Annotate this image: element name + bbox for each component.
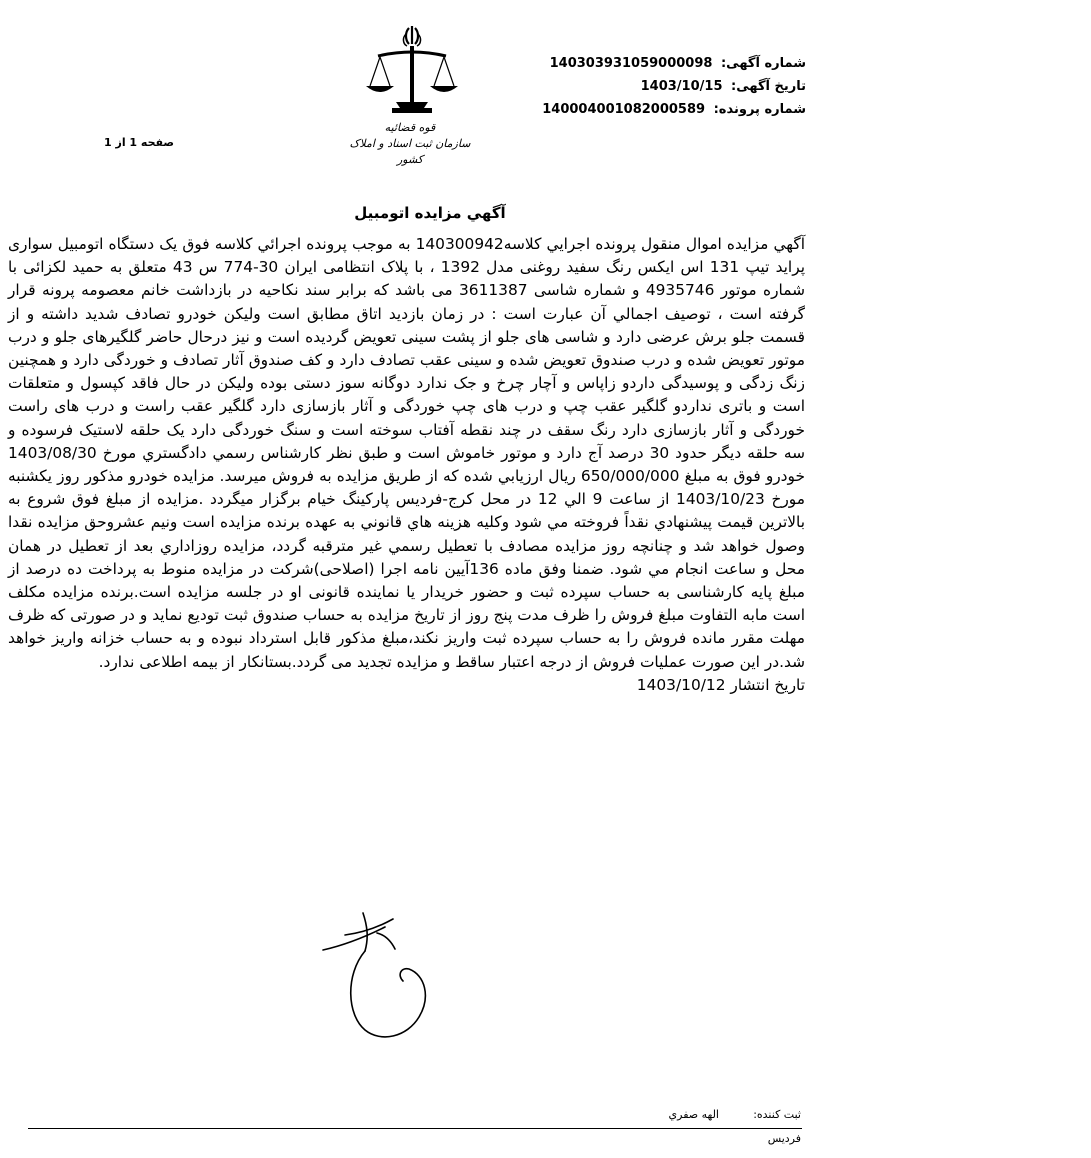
signature-icon [315, 905, 455, 1055]
footer-divider [28, 1128, 802, 1129]
publish-label: تاريخ انتشار [730, 675, 805, 694]
case-number: 140004001082000589 [542, 102, 706, 117]
notice-date-label: تاریخ آگهی: [731, 79, 806, 94]
page-indicator: صفحه 1 از 1 [104, 136, 175, 149]
notice-date: 1403/10/15 [640, 79, 723, 94]
notice-body [8, 233, 805, 697]
notice-date-row [542, 75, 806, 98]
page-title: آگهي مزايده اتومبيل [354, 204, 506, 222]
notice-paragraph: آگهي مزايده اموال منقول پرونده اجرايي كلاسه140300942 به موجب پرونده اجرائي كلاسه فوق يک دستگاه اتومبيل سواری پراید تیپ 131 اس ایکس رنگ سفید روغنی مدل 1392 ، با پلاک انتظامی ایران 30-774 س 43 متعلق به حمید لکزائی با شماره موتور 4935746 و شماره شاسی 3611387 می باشد که برابر سند نکاحیه در بازداشت خانم معصومه پرونه قرار گرفته است ، توصیف اجمالي آن عبارت است : در زمان بازدید اتاق مطابق است ولیکن خودرو تصادف شدید داشته و از قسمت جلو برش عرضی دارد و شاسی های جلو از پشت سینی تعویض گردیده است و نیز درحال حاضر گلگیرهای جلو و درب موتور تعویض شده و درب صندوق تعویض شده و سینی عقب تصادف دارد و کف صندوق آثار تصادف و خوردگی دارد و همچنین زنگ زدگی و پوسیدگی داردو زاپاس و آچار چرخ و جک ندارد دوگانه سوز دستی بوده ولیکن در حال فاقد کپسول و متعلقات است و باتری نداردو گلگیر عقب چپ و درب های چپ خوردگی و آثار بازسازی دارد گلگیر عقب راست و درب های راست خوردگی و آثار بازسازی دارد رنگ سقف در چند نقطه آفتاب سوخته است و سنگ خوردگی دارد یک حلقه لاستیک فرسوده و سه حلقه دیگر حدود 30 درصد آج دارد و موتور خاموش است و طبق نظر كارشناس رسمي دادگستري مورخ 1403/08/30 خودرو فوق به مبلغ 650/000/000 ريال ارزيابي شده كه از طريق مزايده به فروش ميرسد. مزایده خودرو مذکور روز یکشنبه مورخ 1403/10/23 از ساعت 9 الي 12 در محل کرج-فردیس پارکینگ خیام برگزار ميگردد .مزايده از مبلغ فوق شروع به بالاترين قيمت پيشنهادي نقداً فروخته مي شود وكليه هزينه هاي قانوني به عهده برنده مزايده است ونيم عشروحق مزايده نقدا وصول خواهد شد و چنانچه روز مزايده مصادف با تعطيل رسمي غير مترقبه گردد، مزايده روزاداري بعد از تعطيل در همان محل و ساعت انجام مي شود. ضمنا وفق ماده 136آيين نامه اجرا (اصلاحی)شرکت در مزایده منوط به پرداخت ده درصد از مبلغ پایه کارشناسی به حساب سپرده ثبت و حضور خریدار یا نماینده قانونی او در جلسه مزایده است.برنده مزایده مکلف است مابه التفاوت مبلغ فروش را ظرف مدت پنج روز از تاریخ مزایده به حساب صندوق ثبت تودیع نماید و در صورتی که ظرف مهلت مقرر مانده فروش را به حساب سپرده ثبت واریز نکند،مبلغ مذکور قابل استرداد نبوده و به حساب خزانه واریز خواهد شد.در این صورت عملیات فروش از درجه اعتبار ساقط و مزایده تجدید می گردد.بستانکار از بیمه اطلاعی ندارد. [8, 235, 806, 671]
notice-number: 140303931059000098 [549, 56, 713, 71]
publish-date: 1403/10/12 [636, 675, 726, 694]
registrar-location: فرديس [767, 1132, 801, 1145]
notice-number-row [542, 52, 806, 75]
notice-meta [542, 52, 806, 121]
registrar-label: ثبت كننده: [753, 1108, 801, 1121]
organization-caption: قوه قضائیه [384, 121, 436, 134]
registrar-name: الهه صفري [668, 1108, 719, 1121]
case-number-label: شماره پرونده: [713, 102, 806, 117]
publish-line [8, 674, 805, 697]
organization-name: سازمان ثبت اسناد و املاک کشور [349, 137, 471, 166]
notice-number-label: شماره آگهی: [720, 56, 806, 71]
emblem-caption [340, 120, 480, 168]
case-number-row [542, 98, 806, 121]
